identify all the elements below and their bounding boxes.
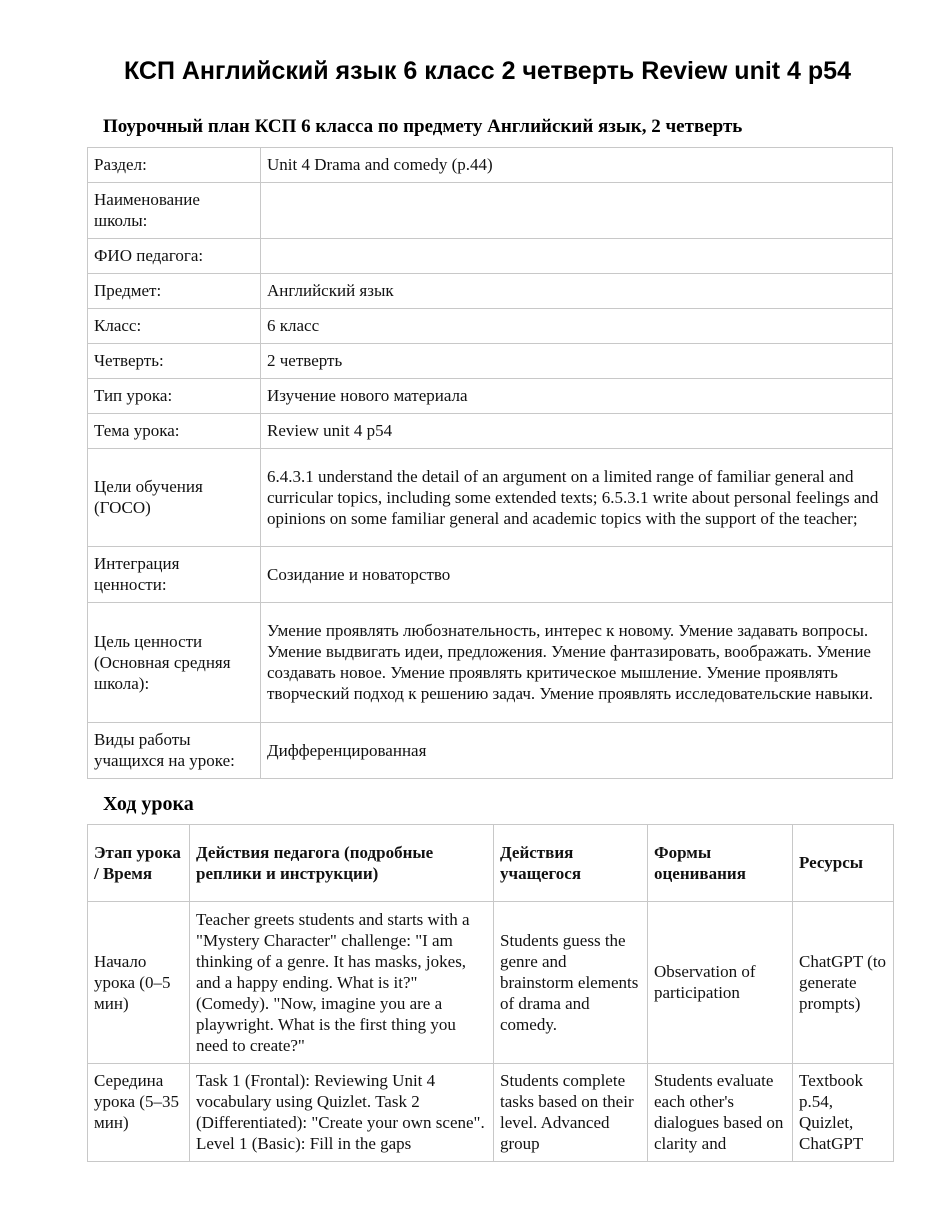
stage-cell: Середина урока (5–35 мин) <box>88 1064 190 1162</box>
work-types-value: Дифференцированная <box>261 723 893 779</box>
value-goal-label: Цель ценности (Основная средняя школа): <box>88 603 261 723</box>
plan-subtitle: Поурочный план КСП 6 класса по предмету Английский язык, 2 четверть <box>103 116 743 137</box>
table-row <box>88 239 893 274</box>
assessment-cell: Observation of participation <box>648 902 793 1064</box>
teacher-actions-cell: Teacher greets students and starts with a "Mystery Character" challenge: "I am thinking of a genre. It has masks, jokes, and a happy ending. What is it?" (Comedy). "Now, imagine you are a playwright. What is the first thing you need to create?" <box>190 902 494 1064</box>
table-row <box>88 449 893 547</box>
school-label: Наименование школы: <box>88 183 261 239</box>
subject-label: Предмет: <box>88 274 261 309</box>
table-row <box>88 309 893 344</box>
header-stage: Этап урока / Время <box>88 825 190 902</box>
header-teacher-actions: Действия педагога (подробные реплики и инструкции) <box>190 825 494 902</box>
value-goal-value: Умение проявлять любознательность, интерес к новому. Умение задавать вопросы. Умение выдвигать идеи, предложения. Умение фантазировать, воображать. Умение создавать новое. Умение проявлять критическое мышление. Умение проявлять творческий подход к решению задач. Умение проявлять исследовательские навыки. <box>261 603 893 723</box>
resources-cell: Textbook p.54, Quizlet, ChatGPT <box>793 1064 894 1162</box>
resources-cell: ChatGPT (to generate prompts) <box>793 902 894 1064</box>
values-value: Созидание и новаторство <box>261 547 893 603</box>
assessment-cell: Students evaluate each other's dialogues based on clarity and <box>648 1064 793 1162</box>
school-value <box>261 183 893 239</box>
table-row <box>88 379 893 414</box>
table-row <box>88 414 893 449</box>
topic-value: Review unit 4 p54 <box>261 414 893 449</box>
teacher-label: ФИО педагога: <box>88 239 261 274</box>
lesson-info-table <box>87 147 893 779</box>
goals-value: 6.4.3.1 understand the detail of an argument on a limited range of familiar general and curricular topics, including some extended texts; 6.5.3.1 write about personal feelings and opinions on some familiar general and academic topics with the support of the teacher; <box>261 449 893 547</box>
stage-cell: Начало урока (0–5 мин) <box>88 902 190 1064</box>
grade-label: Класс: <box>88 309 261 344</box>
quarter-label: Четверть: <box>88 344 261 379</box>
grade-value: 6 класс <box>261 309 893 344</box>
goals-label: Цели обучения (ГОСО) <box>88 449 261 547</box>
table-header-row <box>88 825 894 902</box>
quarter-value: 2 четверть <box>261 344 893 379</box>
table-row <box>88 547 893 603</box>
table-row <box>88 183 893 239</box>
header-student-actions: Действия учащегося <box>494 825 648 902</box>
table-row <box>88 1064 894 1162</box>
table-row <box>88 902 894 1064</box>
work-types-label: Виды работы учащихся на уроке: <box>88 723 261 779</box>
table-row <box>88 603 893 723</box>
subject-value: Английский язык <box>261 274 893 309</box>
lesson-heading: Ход урока <box>103 793 194 815</box>
table-row <box>88 274 893 309</box>
student-actions-cell: Students complete tasks based on their level. Advanced group <box>494 1064 648 1162</box>
lesson-steps-table <box>87 824 894 1162</box>
teacher-actions-cell: Task 1 (Frontal): Reviewing Unit 4 vocabulary using Quizlet. Task 2 (Differentiated): "Create your own scene". Level 1 (Basic): Fill in the gaps <box>190 1064 494 1162</box>
header-resources: Ресурсы <box>793 825 894 902</box>
teacher-value <box>261 239 893 274</box>
values-label: Интеграция ценности: <box>88 547 261 603</box>
topic-label: Тема урока: <box>88 414 261 449</box>
lesson-type-label: Тип урока: <box>88 379 261 414</box>
section-label: Раздел: <box>88 148 261 183</box>
page-title: КСП Английский язык 6 класс 2 четверть Review unit 4 p54 <box>123 57 851 85</box>
header-assessment: Формы оценивания <box>648 825 793 902</box>
section-value: Unit 4 Drama and comedy (p.44) <box>261 148 893 183</box>
table-row <box>88 723 893 779</box>
lesson-type-value: Изучение нового материала <box>261 379 893 414</box>
student-actions-cell: Students guess the genre and brainstorm elements of drama and comedy. <box>494 902 648 1064</box>
table-row <box>88 344 893 379</box>
table-row <box>88 148 893 183</box>
